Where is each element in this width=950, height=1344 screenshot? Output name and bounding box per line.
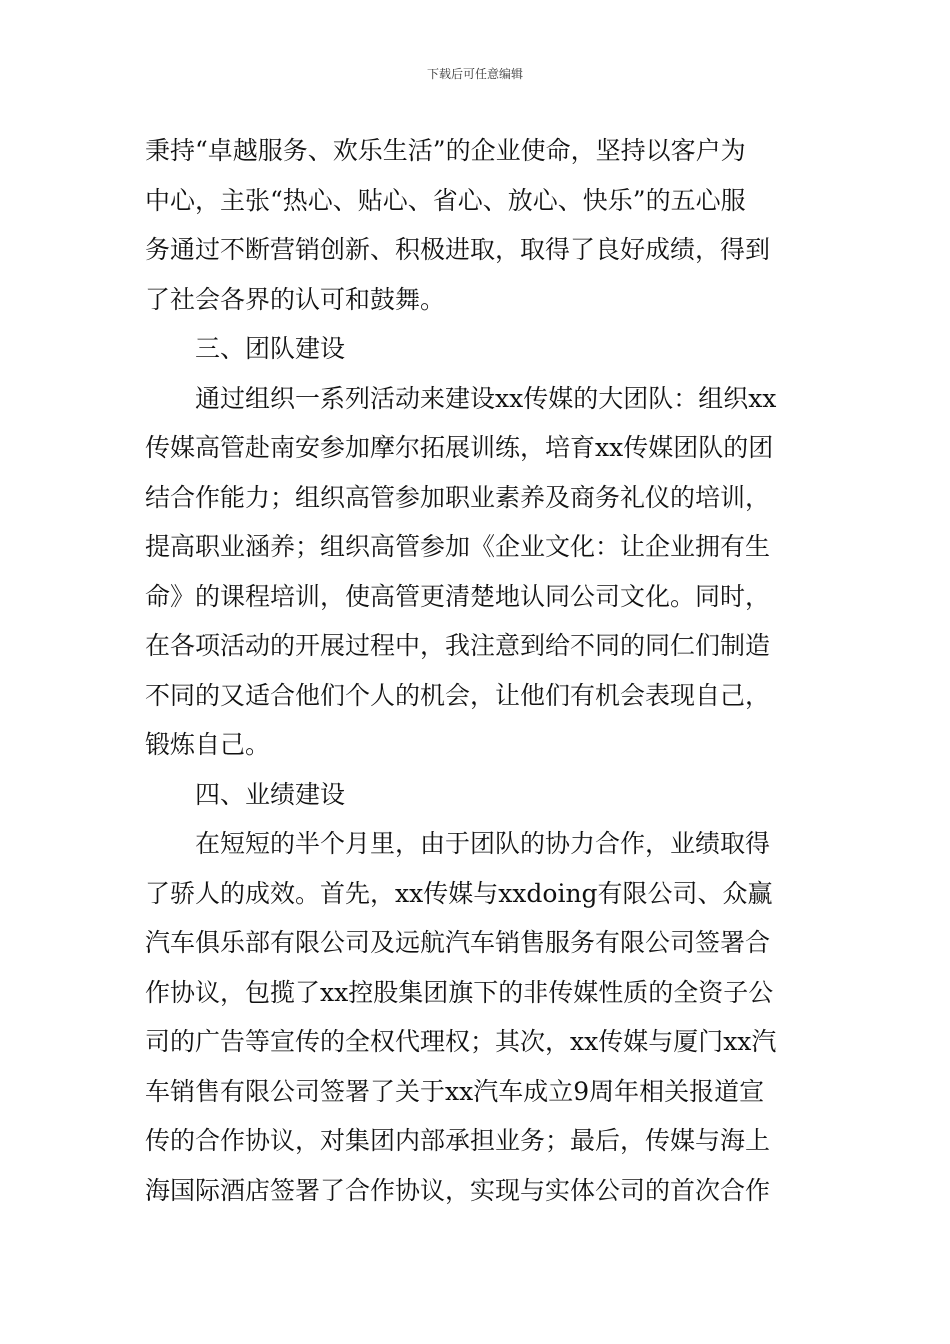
body-line: 司的广告等宣传的全权代理权；其次，xx传媒与厦门xx汽 bbox=[145, 1027, 777, 1056]
body-line: 作协议，包揽了xx控股集团旗下的非传媒性质的全资子公 bbox=[145, 977, 774, 1007]
body-line: 在各项活动的开展过程中，我注意到给不同的同仁们制造 bbox=[145, 631, 771, 660]
body-line: 海国际酒店签署了合作协议，实现与实体公司的首次合作 bbox=[145, 1175, 771, 1205]
body-line: 务通过不断营销创新、积极进取，取得了良好成绩，得到 bbox=[145, 235, 771, 264]
body-line: 提高职业涵养；组织高管参加《企业文化：让企业拥有生 bbox=[145, 532, 771, 561]
body-line: 秉持“卓越服务、欢乐生活”的企业使命，坚持以客户为 bbox=[145, 136, 746, 165]
body-line: 汽车俱乐部有限公司及远航汽车销售服务有限公司签署合 bbox=[145, 928, 771, 957]
section-heading: 四、业绩建设 bbox=[195, 779, 346, 809]
body-line: 了骄人的成效。首先，xx传媒与xxdoing有限公司、众赢 bbox=[145, 878, 773, 908]
body-line: 不同的又适合他们个人的机会，让他们有机会表现自己， bbox=[145, 680, 771, 710]
section-heading: 三、团队建设 bbox=[195, 334, 346, 363]
body-line: 锻炼自己。 bbox=[145, 730, 271, 759]
body-line: 传媒高管赴南安参加摩尔拓展训练，培育xx传媒团队的团 bbox=[145, 433, 774, 462]
body-line: 在短短的半个月里，由于团队的协力合作，业绩取得 bbox=[195, 829, 771, 858]
document-body bbox=[145, 126, 810, 1215]
body-line: 命》的课程培训，使高管更清楚地认同公司文化。同时， bbox=[145, 581, 771, 611]
body-line: 传的合作协议，对集团内部承担业务；最后，传媒与海上 bbox=[145, 1126, 771, 1155]
body-line: 了社会各界的认可和鼓舞。 bbox=[145, 284, 446, 314]
body-line: 通过组织一系列活动来建设xx传媒的大团队：组织xx bbox=[195, 383, 777, 413]
body-line: 车销售有限公司签署了关于xx汽车成立9周年相关报道宣 bbox=[145, 1076, 765, 1106]
body-line: 中心，主张“热心、贴心、省心、放心、快乐”的五心服 bbox=[145, 185, 746, 215]
page-header: 下载后可任意编辑 bbox=[426, 67, 523, 81]
body-line: 结合作能力；组织高管参加职业素养及商务礼仪的培训， bbox=[145, 482, 771, 512]
